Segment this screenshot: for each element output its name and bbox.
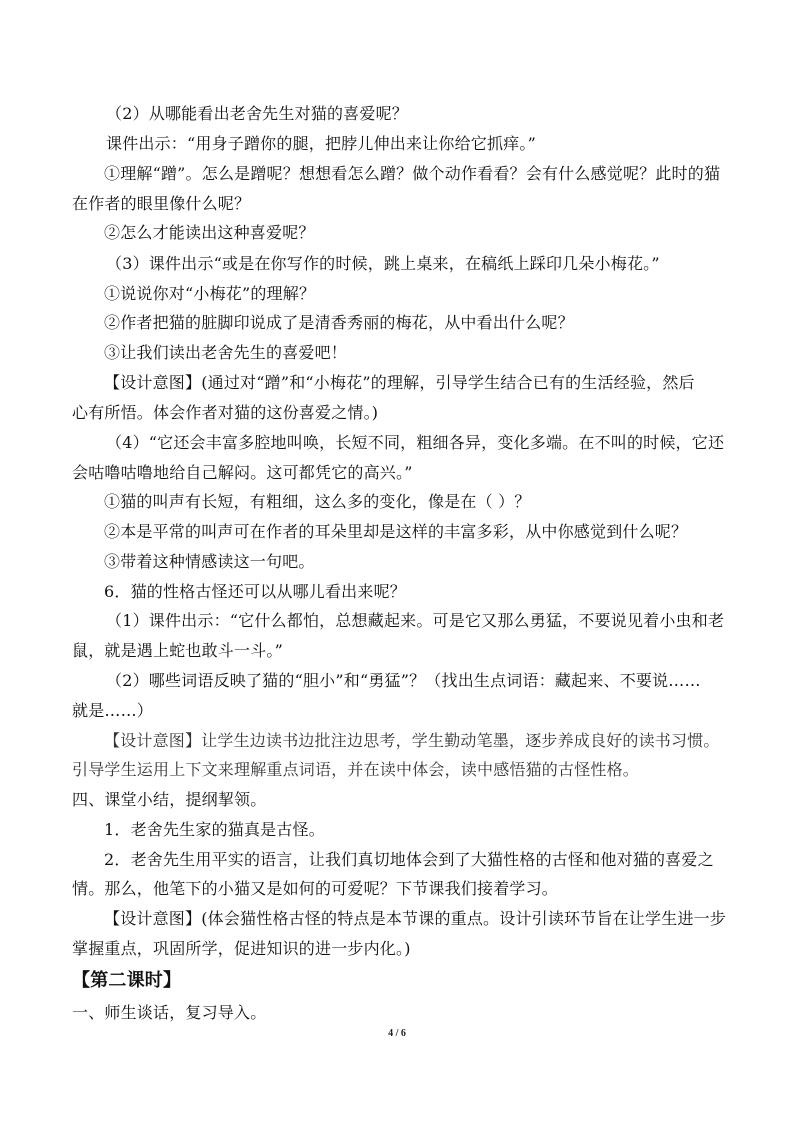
text-line: ①说说你对“小梅花”的理解？	[104, 284, 316, 303]
text-line: （3）课件出示“或是在你写作的时候，跳上桌来，在稿纸上踩印几朵小梅花。”	[106, 254, 660, 273]
text-line: ③让我们读出老舍先生的喜爱吧！	[104, 343, 348, 362]
text-line: （4）“它还会丰富多腔地叫唤，长短不同，粗细各异，变化多端。在不叫的时候，它还	[106, 433, 725, 452]
text-line: 掌握重点，巩固所学，促进知识的进一步内化。)	[72, 939, 411, 958]
text-line: 课件出示：“用身子蹭你的腿，把脖儿伸出来让你给它抓痒。”	[106, 134, 536, 153]
text-line: 鼠，就是遇上蛇也敢斗一斗。”	[72, 641, 283, 660]
text-line: ②怎么才能读出这种喜爱呢？	[104, 223, 315, 242]
text-line: 情。那么，他笔下的小猫又是如何的可爱呢？下节课我们接着学习。	[72, 879, 559, 898]
text-line: ①猫的叫声有长短，有粗细，这么多的变化，像是在（ ）？	[104, 492, 531, 511]
design-intent-note: 【设计意图】(通过对“蹭”和“小梅花”的理解，引导学生结合已有的生活经验，然后	[104, 373, 695, 392]
text-line: 在作者的眼里像什么呢？	[72, 194, 251, 213]
text-line: 心有所悟。体会作者对猫的这份喜爱之情。)	[72, 403, 379, 422]
design-intent-note: 【设计意图】(体会猫性格古怪的特点是本节课的重点。设计引读环节旨在让学生进一步	[104, 909, 727, 928]
text-line: 1．老舍先生家的猫真是古怪。	[104, 820, 325, 839]
text-line: 2．老舍先生用平实的语言，让我们真切地体会到了大猫性格的古怪和他对猫的喜爱之	[104, 850, 714, 869]
text-line: （1）课件出示：“它什么都怕，总想藏起来。可是它又那么勇猛，不要说见着小虫和老	[106, 611, 725, 630]
section-heading: 一、师生谈话，复习导入。	[72, 1003, 267, 1022]
text-line: 会咕噜咕噜地给自己解闷。这可都凭它的高兴。”	[72, 463, 413, 482]
text-line: ①理解“蹭”。怎么是蹭呢？想想看怎么蹭？做个动作看看？会有什么感觉呢？此时的猫	[104, 164, 721, 183]
text-line: 就是……）	[72, 701, 154, 720]
text-line: 6．猫的性格古怪还可以从哪儿看出来呢？	[104, 582, 406, 601]
text-line: （2）哪些词语反映了猫的“胆小”和“勇猛”？（找出生点词语：藏起来、不要说……	[106, 671, 701, 690]
text-line: （2）从哪能看出老舍先生对猫的喜爱呢？	[106, 104, 408, 123]
text-line: ②本是平常的叫声可在作者的耳朵里却是这样的丰富多彩，从中你感觉到什么呢？	[104, 522, 688, 541]
page-number: 4 / 6	[388, 1028, 406, 1039]
lesson-heading: 【第二课时】	[72, 970, 182, 991]
design-intent-note: 【设计意图】让学生边读书边批注边思考，学生勤动笔墨，逐步养成良好的读书习惯。	[104, 731, 720, 750]
text-line: ②作者把猫的脏脚印说成了是清香秀丽的梅花，从中看出什么呢？	[104, 313, 574, 332]
text-line: ③带着这种情感读这一句吧。	[104, 552, 315, 571]
text-line: 引导学生运用上下文来理解重点词语，并在读中体会，读中感悟猫的古怪性格。	[72, 760, 640, 779]
section-heading: 四、课堂小结，提纲挈领。	[72, 790, 267, 809]
